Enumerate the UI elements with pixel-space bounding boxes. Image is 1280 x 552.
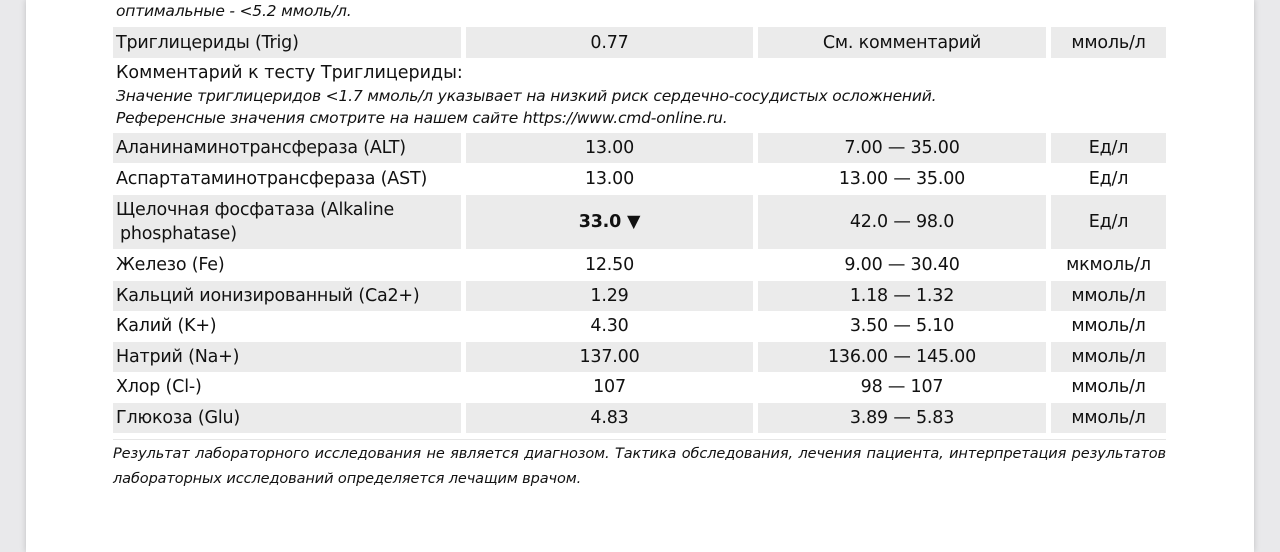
test-value: 4.30 — [590, 316, 629, 336]
test-reference: 3.89 — 5.83 — [758, 403, 1046, 433]
table-row — [113, 164, 1166, 194]
comment-line-1: Значение триглицеридов <1.7 ммоль/л указывает на низкий риск сердечно-сосудистых осложнений. — [116, 87, 937, 105]
test-unit: ммоль/л — [1071, 316, 1146, 336]
test-unit: Ед/л — [1051, 133, 1166, 163]
test-value: 0.77 — [466, 27, 753, 58]
test-name: Железо (Fe) — [116, 255, 225, 275]
test-value-abnormal: 33.0 ▼ — [466, 195, 753, 249]
comment-title: Комментарий к тесту Триглицериды: — [116, 63, 463, 83]
test-unit: мкмоль/л — [1066, 255, 1151, 275]
table-row — [113, 342, 1166, 372]
test-reference: 136.00 — 145.00 — [758, 342, 1046, 372]
test-unit: ммоль/л — [1071, 377, 1146, 397]
table-row — [113, 195, 1166, 249]
test-value: 4.83 — [466, 403, 753, 433]
table-row-trig — [113, 27, 1166, 58]
footer-divider — [113, 439, 1166, 440]
test-name: Хлор (Cl-) — [116, 377, 202, 397]
test-name: Натрий (Na+) — [113, 342, 461, 372]
table-row — [113, 403, 1166, 433]
test-reference: 7.00 — 35.00 — [758, 133, 1046, 163]
test-unit: ммоль/л — [1051, 281, 1166, 311]
test-unit: ммоль/л — [1051, 342, 1166, 372]
table-row — [113, 250, 1166, 280]
test-name-line-1: Щелочная фосфатаза (Alkaline — [116, 200, 395, 220]
test-reference: 9.00 — 30.40 — [844, 255, 960, 275]
comment-line-2: Референсные значения смотрите на нашем сайте https://www.cmd-online.ru. — [116, 109, 728, 127]
report-page — [26, 0, 1254, 552]
table-row — [113, 281, 1166, 311]
test-name: Аланинаминотрансфераза (ALT) — [113, 133, 461, 163]
test-unit: Ед/л — [1051, 195, 1166, 249]
cholesterol-optimal-note: оптимальные - <5.2 ммоль/л. — [116, 2, 352, 20]
test-value: 1.29 — [466, 281, 753, 311]
table-row — [113, 311, 1166, 341]
table-row — [113, 133, 1166, 163]
test-unit: ммоль/л — [1051, 27, 1166, 58]
test-reference: См. комментарий — [758, 27, 1046, 58]
test-reference: 98 — 107 — [860, 377, 944, 397]
test-value: 107 — [593, 377, 626, 397]
table-row — [113, 372, 1166, 402]
test-name-line-2: phosphatase) — [120, 224, 237, 244]
test-reference: 3.50 — 5.10 — [849, 316, 955, 336]
test-name: Аспартатаминотрансфераза (AST) — [116, 169, 428, 189]
test-reference: 13.00 — 35.00 — [838, 169, 966, 189]
test-value: 13.00 — [466, 133, 753, 163]
test-name — [113, 195, 461, 249]
test-value: 12.50 — [584, 255, 635, 275]
test-unit: ммоль/л — [1051, 403, 1166, 433]
test-reference: 42.0 — 98.0 — [758, 195, 1046, 249]
test-name: Глюкоза (Glu) — [113, 403, 461, 433]
test-unit: Ед/л — [1088, 169, 1129, 189]
test-name: Триглицериды (Trig) — [113, 27, 461, 58]
test-name: Кальций ионизированный (Ca2+) — [113, 281, 461, 311]
test-name: Калий (K+) — [116, 316, 217, 336]
test-value: 137.00 — [466, 342, 753, 372]
test-reference: 1.18 — 1.32 — [758, 281, 1046, 311]
test-value: 13.00 — [584, 169, 635, 189]
disclaimer-footer: Результат лабораторного исследования не является диагнозом. Тактика обследования, лечения пациента, интерпретация результатов лабораторных исследований определяется лечащим врачом. — [113, 446, 1166, 487]
